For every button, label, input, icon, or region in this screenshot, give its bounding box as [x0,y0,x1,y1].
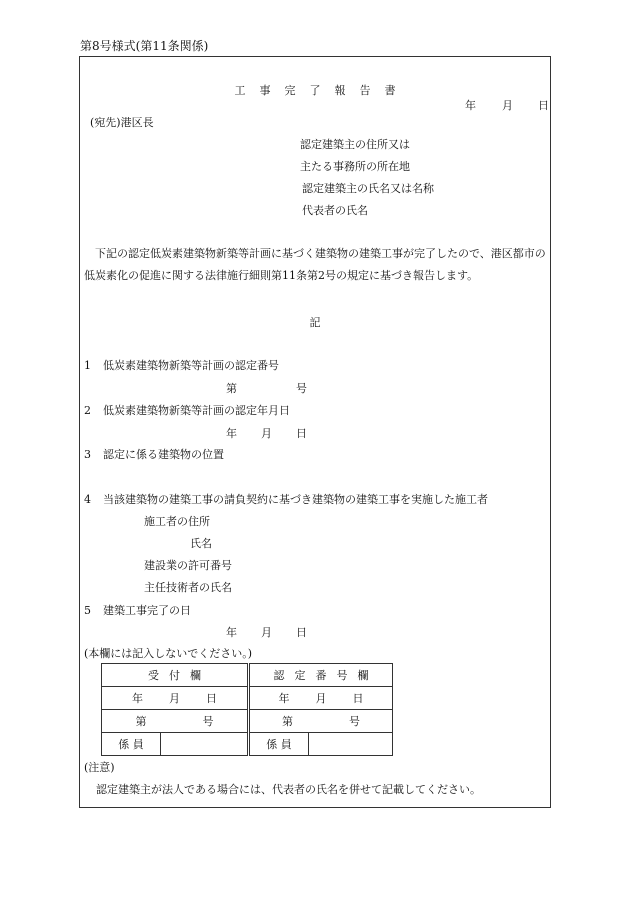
ki-heading: 記 [309,316,321,329]
applicant-office-label: 主たる事務所の所在地 [300,160,410,173]
reception-staff-cell [161,733,249,756]
reception-column-header: 受 付 欄 [102,664,249,687]
form-title: 工 事 完 了 報 告 書 [234,84,396,97]
item-2-year: 年 [226,427,237,440]
form-label: 第8号様式(第11条関係) [80,39,209,53]
note-text: 認定建築主が法人である場合には、代表者の氏名を併せて記載してください。 [96,783,481,796]
contractor-name-label: 氏名 [190,537,212,550]
certification-number-column-header: 認 定 番 号 欄 [249,664,393,687]
license-number-label: 建設業の許可番号 [144,559,232,572]
engineer-name-label: 主任技術者の氏名 [144,581,232,594]
applicant-address-label: 認定建築主の住所又は [300,138,410,151]
reception-number-cell: 第 号 [102,710,249,733]
item-5-year: 年 [226,626,237,639]
reception-date-cell: 年 月 日 [102,687,249,710]
note-heading: (注意) [84,761,115,774]
report-date-day: 日 [538,99,549,112]
item-2: 2 低炭素建築物新築等計画の認定年月日 [84,404,290,417]
report-date-year: 年 [465,99,476,112]
item-3: 3 認定に係る建築物の位置 [84,448,224,461]
certification-date-cell: 年 月 日 [249,687,393,710]
applicant-name-label: 認定建築主の氏名又は名称 [302,182,434,195]
reception-staff-label: 係 員 [102,733,161,756]
item-1-go: 号 [296,382,307,395]
certification-staff-label: 係 員 [249,733,309,756]
addressee: (宛先)港区長 [90,116,154,129]
receipt-table [101,663,393,756]
representative-label: 代表者の氏名 [302,204,368,217]
receipt-note: (本欄には記入しないでください。) [84,647,253,660]
item-1-dai: 第 [226,382,237,395]
item-2-month: 月 [261,427,272,440]
item-5-day: 日 [296,626,307,639]
item-1: 1 低炭素建築物新築等計画の認定番号 [84,359,279,372]
certification-staff-cell [309,733,393,756]
contractor-address-label: 施工者の住所 [144,515,210,528]
item-5-month: 月 [261,626,272,639]
item-5: 5 建築工事完了の日 [84,604,191,617]
certification-number-cell: 第 号 [249,710,393,733]
item-2-day: 日 [296,427,307,440]
item-4: 4 当該建築物の建築工事の請負契約に基づき建築物の建築工事を実施した施工者 [84,493,488,506]
report-date-month: 月 [502,99,513,112]
intro-paragraph: 下記の認定低炭素建築物新築等計画に基づく建築物の建築工事が完了したので、港区都市の低炭素化の促進に関する法律施行細則第11条第2号の規定に基づき報告します。 [84,247,546,282]
